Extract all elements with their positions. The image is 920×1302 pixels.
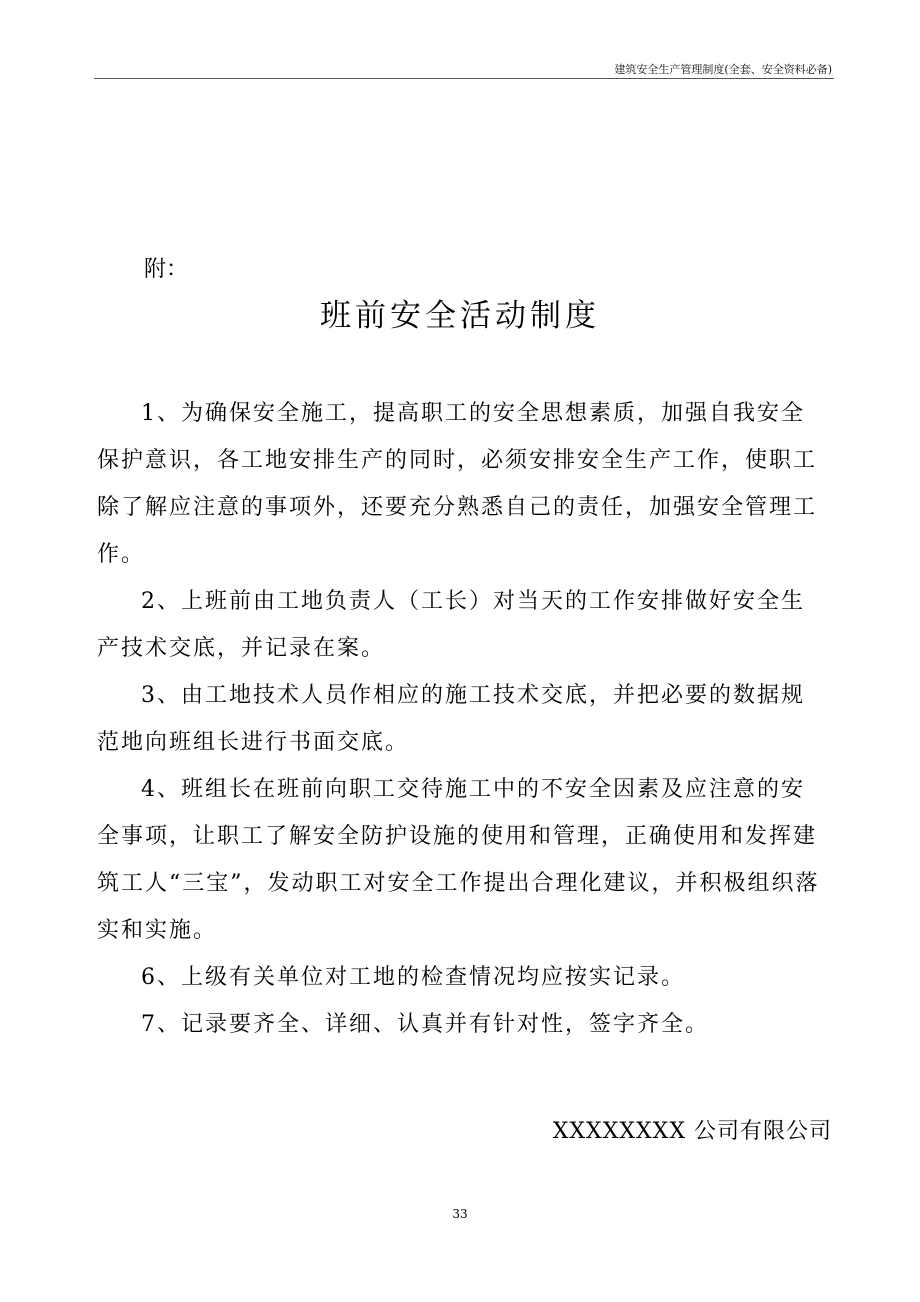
- appendix-label: 附：: [144, 257, 189, 282]
- paragraph-3: 3、由工地技术人员作相应的施工技术交底，并把必要的数据规范地向班组长进行书面交底。: [97, 683, 805, 755]
- paragraph-2: 2、上班前由工地负责人（工长）对当天的工作安排做好安全生产技术交底，并记录在案。: [97, 589, 805, 661]
- paragraph-7: 7、记录要齐全、详细、认真并有针对性，签字齐全。: [141, 1012, 709, 1037]
- company-name: XXXXXXXX 公司有限公司: [552, 1119, 832, 1144]
- page-header: [94, 62, 834, 79]
- document-title: 班前安全活动制度: [320, 298, 600, 334]
- paragraph-1: 1、为确保安全施工，提高职工的安全思想素质，加强自我安全保护意识，各工地安排生产的同时，必须安排安全生产工作，使职工除了解应注意的事项外，还要充分熟悉自己的责任，加强安全管理工作。: [97, 401, 818, 567]
- paragraph-6: 6、上级有关单位对工地的检查情况均应按实记录。: [141, 965, 685, 990]
- header-text: 建筑安全生产管理制度(全套、安全资料必备): [614, 63, 832, 76]
- page-number: 33: [452, 1207, 468, 1221]
- paragraph-4: 4、班组长在班前向职工交待施工中的不安全因素及应注意的安全事项，让职工了解安全防护设施的使用和管理，正确使用和发挥建筑工人“三宝”，发动职工对安全工作提出合理化建议，并积极组织落实和实施。: [97, 777, 820, 943]
- document-body: [97, 390, 827, 1048]
